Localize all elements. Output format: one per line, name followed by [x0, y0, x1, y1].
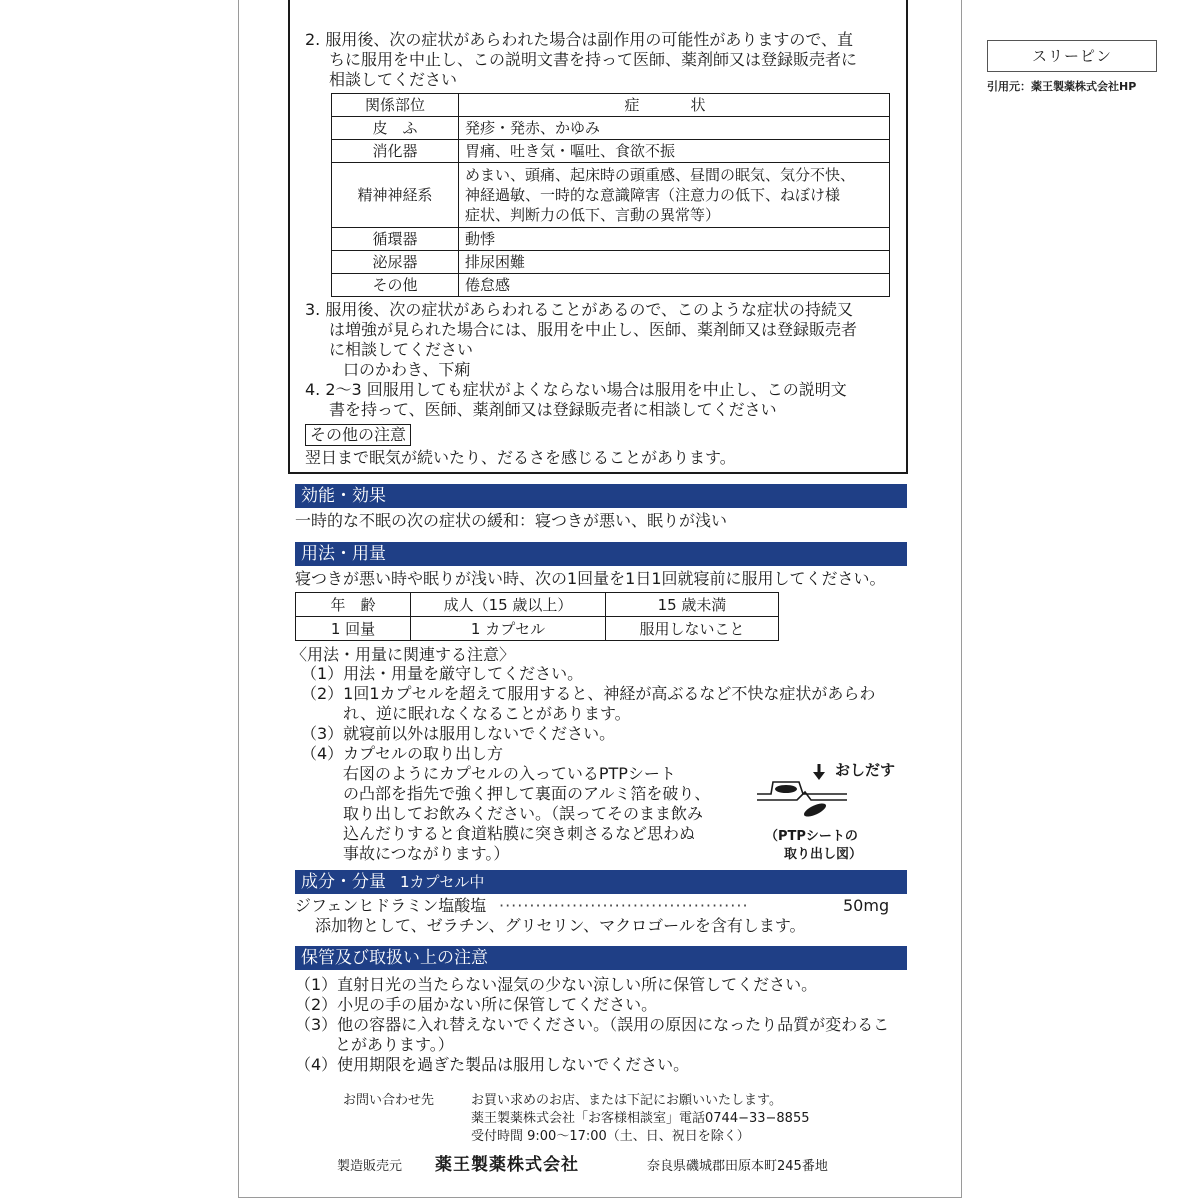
efficacy-text: 一時的な不眠の次の症状の緩和：寝つきが悪い、眠りが浅い — [295, 511, 728, 530]
dose-cell: 成人（15 歳以上） — [411, 593, 606, 617]
ingredient-dot-leader: ········································· — [499, 896, 749, 915]
capsule-line: 事故につながります。） — [343, 844, 510, 863]
ingredients-heading — [295, 870, 907, 894]
figure-caption-line2: 取り出し図） — [784, 847, 863, 862]
table-row — [332, 274, 890, 297]
storage-line: （4）使用期限を過ぎた製品は服用しないでください。 — [295, 1055, 690, 1074]
row-part: 精神神経系 — [332, 163, 459, 228]
row-symptom — [459, 163, 890, 228]
source-credit: 引用元：薬王製薬株式会社HP — [987, 80, 1137, 93]
table-row — [332, 163, 890, 228]
usage-note: （2）1回1カプセルを超えて服用すると、神経が高ぶるなど不快な症状があらわ — [301, 684, 876, 703]
contact-label: お問い合わせ先 — [343, 1093, 435, 1108]
item2-line2: ちに服用を中止し、この説明文書を持って医師、薬剤師又は登録販売者に — [329, 50, 858, 69]
capsule-line: の凸部を指先で強く押して裏面のアルミ箔を破り、 — [343, 784, 711, 803]
product-name-box: スリーピン — [987, 40, 1157, 72]
usage-heading — [295, 542, 907, 566]
dose-cell: 服用しないこと — [606, 617, 779, 641]
storage-line: （3）他の容器に入れ替えないでください。（誤用の原因になったり品質が変わるこ — [295, 1015, 890, 1034]
row-part: 皮 ふ — [332, 117, 459, 140]
row-part: 泌尿器 — [332, 251, 459, 274]
contact-line: 受付時間 9:00〜17:00（土、日、祝日を除く） — [471, 1129, 750, 1144]
item3-line3: に相談してください — [329, 340, 474, 359]
table-row — [332, 228, 890, 251]
push-label: おしだす — [835, 761, 896, 779]
table-row — [296, 593, 779, 617]
usage-note: （3）就寝前以外は服用しないでください。 — [301, 724, 616, 743]
contact-line: お買い求めのお店、または下記にお願いいたします。 — [471, 1093, 782, 1108]
table-row — [332, 117, 890, 140]
ingredients-heading-text: 成分・分量 — [301, 872, 386, 892]
efficacy-heading-text: 効能・効果 — [301, 486, 386, 506]
ingredients-subheading: 1カプセル中 — [400, 873, 485, 891]
ingredient-amount: 50mg — [843, 896, 890, 915]
header-symptom: 症 状 — [459, 94, 890, 117]
table-row — [332, 251, 890, 274]
figure-caption-line1: （PTPシートの — [765, 829, 858, 844]
ingredient-additives: 添加物として、ゼラチン、グリセリン、マクロゴールを含有します。 — [315, 916, 806, 935]
other-notes-label: その他の注意 — [305, 424, 411, 446]
item2-line1: 2. 服用後、次の症状があらわれた場合は副作用の可能性がありますので、直 — [305, 30, 854, 49]
usage-note: （4）カプセルの取り出し方 — [301, 744, 504, 763]
package-insert-document — [238, 0, 962, 1198]
capsule-in-blister — [775, 785, 797, 793]
table-header-row — [332, 94, 890, 117]
usage-heading-text: 用法・用量 — [301, 544, 386, 564]
row-symptom: 動悸 — [459, 228, 890, 251]
usage-note: （1）用法・用量を厳守してください。 — [301, 664, 584, 683]
capsule-line: 右図のようにカプセルの入っているPTPシート — [343, 764, 676, 783]
symptom-line: 症状、判断力の低下、言動の異常等） — [465, 206, 721, 224]
maker-address: 奈良県磯城郡田原本町245番地 — [647, 1159, 828, 1174]
usage-text: 寝つきが悪い時や眠りが浅い時、次の1回量を1日1回就寝前に服用してください。 — [295, 569, 886, 588]
contact-line: 薬王製薬株式会社「お客様相談室」電話0744−33−8855 — [471, 1111, 810, 1126]
storage-line: （1）直射日光の当たらない湿気の少ない涼しい所に保管してください。 — [295, 975, 818, 994]
symptom-line: めまい、頭痛、起床時の頭重感、昼間の眠気、気分不快、 — [465, 166, 856, 184]
capsule-released — [802, 801, 828, 819]
item3-line4: 口のかわき、下痢 — [343, 360, 471, 379]
push-arrow-head — [813, 772, 825, 780]
header-part: 関係部位 — [332, 94, 459, 117]
symptom-line: 神経過敏、一時的な意識障害（注意力の低下、ねぼけ様 — [465, 186, 841, 204]
table-row — [296, 617, 779, 641]
ingredient-name: ジフェンヒドラミン塩酸塩 — [295, 896, 487, 915]
usage-notes-heading: 〈用法・用量に関連する注意〉 — [291, 645, 516, 664]
storage-heading-text: 保管及び取扱い上の注意 — [301, 948, 488, 968]
capsule-line: 取り出してお飲みください。（誤ってそのまま飲み — [343, 804, 704, 823]
storage-line: （2）小児の手の届かない所に保管してください。 — [295, 995, 658, 1014]
table-row — [332, 140, 890, 163]
row-symptom: 胃痛、吐き気・嘔吐、食欲不振 — [459, 140, 890, 163]
dose-cell: 1 回量 — [296, 617, 411, 641]
dosage-table — [295, 592, 779, 641]
maker-company: 薬王製薬株式会社 — [435, 1155, 579, 1175]
storage-line: とがあります。） — [335, 1035, 454, 1054]
efficacy-heading — [295, 484, 907, 508]
maker-label: 製造販売元 — [337, 1159, 403, 1174]
item2-line3: 相談してください — [329, 70, 458, 89]
capsule-line: 込んだりすると食道粘膜に突き刺さるなど思わぬ — [343, 824, 696, 843]
row-symptom: 発疹・発赤、かゆみ — [459, 117, 890, 140]
item4-line2: 書を持って、医師、薬剤師又は登録販売者に相談してください — [329, 400, 777, 419]
row-symptom: 倦怠感 — [459, 274, 890, 297]
item3-line2: は増強が見られた場合には、服用を中止し、医師、薬剤師又は登録販売者 — [329, 320, 858, 339]
row-symptom: 排尿困難 — [459, 251, 890, 274]
row-part: 循環器 — [332, 228, 459, 251]
usage-note: れ、逆に眠れなくなることがあります。 — [343, 704, 631, 723]
row-part: 消化器 — [332, 140, 459, 163]
item4-line1: 4. 2〜3 回服用しても症状がよくならない場合は服用を中止し、この説明文 — [305, 380, 847, 399]
other-notes-text: 翌日まで眠気が続いたり、だるさを感じることがあります。 — [305, 448, 736, 467]
item3-line1: 3. 服用後、次の症状があらわれることがあるので、このような症状の持続又 — [305, 300, 854, 319]
storage-heading — [295, 946, 907, 970]
dose-cell: 1 カプセル — [411, 617, 606, 641]
row-part: その他 — [332, 274, 459, 297]
dose-cell: 15 歳未満 — [606, 593, 779, 617]
dose-cell: 年 齢 — [296, 593, 411, 617]
side-effects-table — [331, 93, 890, 297]
ptp-sheet-top — [757, 782, 847, 794]
